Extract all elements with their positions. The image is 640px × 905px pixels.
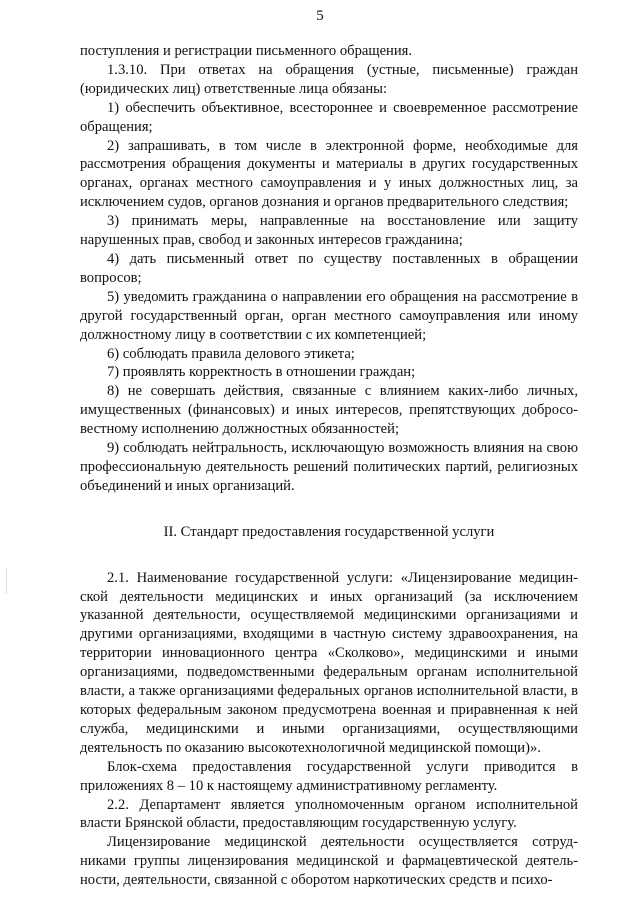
paragraph-2-2: 2.2. Департамент является уполномоченным органом исполнительной власти Брянской области, предоставляющим государственную услугу.	[80, 796, 578, 832]
document-body	[80, 42, 578, 890]
paragraph-1-3-10: 1.3.10. При ответах на обращения (устные, письменные) граждан (юридических лиц) ответственные лица обязаны:	[80, 61, 578, 97]
duty-item-6: 6) соблюдать правила делового этикета;	[107, 345, 355, 362]
duty-item-8: 8) не совершать действия, связанные с влиянием каких-либо личных, имущественных (финансовых) и иных интересов, препятствующих добросо-вестному исполнению должностных обязанностей;	[80, 383, 578, 438]
duty-item-4: 4) дать письменный ответ по существу поставленных в обращении вопросов;	[80, 250, 578, 286]
duty-item-3: 3) принимать меры, направленные на восстановление или защиту нарушенных прав, свобод и законных интересов гражданина;	[80, 213, 578, 249]
duty-item-2: 2) запрашивать, в том числе в электронной форме, необходимые для рассмотрения обращения документы и материалы в других государственных органах, органах местного самоуправления и у иных должностных лиц, за исключением судов, органов дознания и органов предварительного следствия;	[80, 137, 578, 211]
paragraph-2-1: 2.1. Наименование государственной услуги: «Лицензирование медицин-ской деятельности медицинских и иных организаций (за исключением указанной деятельности, осуществляемой медицинскими организациями и другими организациями, входящими в частную систему здравоохранения, на территории инновационного центра «Сколково», медицинскими и иными организациями, подведомственными федеральным органам исполнительной власти, а также организациями федеральных органов исполнительной власти, в которых федеральным законом предусмотрена военная и приравненная к ней служба, медицинскими и иными организациями, осуществляющими деятельность по оказанию высокотехнологичной медицинской помощи)».	[80, 569, 578, 756]
duty-item-1: 1) обеспечить объективное, всестороннее и своевременное рассмотрение обращения;	[80, 99, 578, 135]
duty-item-9: 9) соблюдать нейтральность, исключающую возможность влияния на свою профессиональную деятельность решений политических партий, религиозных объединений и иных организаций.	[80, 440, 578, 494]
section-title: II. Стандарт предоставления государственной услуги	[163, 523, 495, 540]
duty-item-7: 7) проявлять корректность в отношении граждан;	[107, 364, 416, 381]
page-number: 5	[316, 8, 324, 24]
paragraph-block-scheme: Блок-схема предоставления государственной услуги приводится в приложениях 8 – 10 к настоящему административному регламенту.	[80, 758, 578, 794]
scan-margin-mark	[6, 568, 7, 594]
paragraph-continuation: поступления и регистрации письменного обращения.	[80, 43, 413, 59]
duty-item-5: 5) уведомить гражданина о направлении его обращения на рассмотрение в другой государственный орган, орган местного самоуправления или иному должностному лицу в соответствии с их компетенцией;	[80, 288, 578, 343]
paragraph-licensing: Лицензирование медицинской деятельности осуществляется сотруд-никами группы лицензирования медицинской и фармацевтической деятель-ности, деятельности, связанной с оборотом наркотических средств и психо-	[80, 834, 578, 889]
